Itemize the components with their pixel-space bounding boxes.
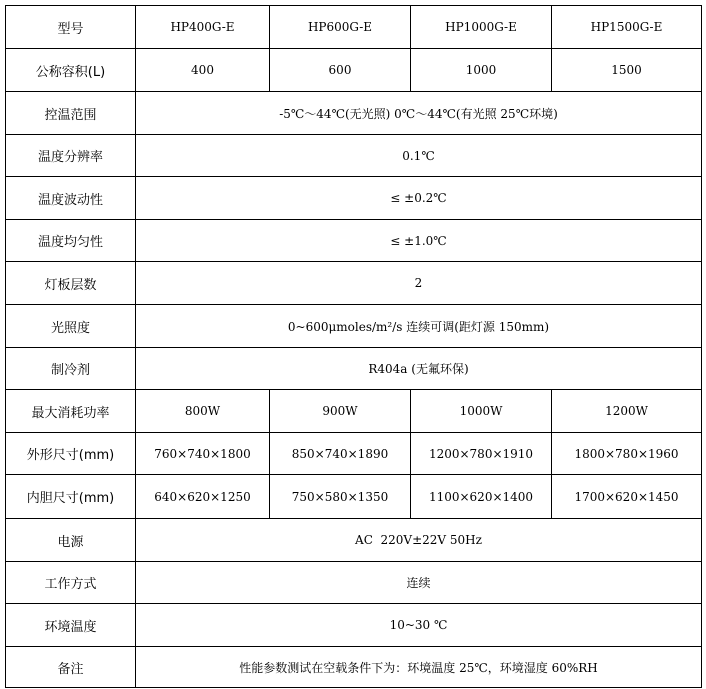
row-light-layers — [6, 262, 702, 305]
row-operation-mode — [6, 562, 702, 604]
row-temp-fluctuation — [6, 177, 702, 220]
row-power-supply — [6, 519, 702, 562]
row-temp-resolution — [6, 135, 702, 177]
label-inner-dimensions: 内胆尺寸(mm) — [6, 475, 136, 519]
temp-range-value: -5℃～44℃(无光照) 0℃～44℃(有光照 25℃环境) — [136, 92, 702, 135]
power-supply-value: AC 220V±22V 50Hz — [136, 519, 702, 562]
label-max-power: 最大消耗功率 — [6, 390, 136, 433]
inner-dimension-cell: 1100×620×1400 — [411, 475, 552, 519]
label-temp-fluctuation: 温度波动性 — [6, 177, 136, 220]
row-temp-uniformity — [6, 220, 702, 262]
spec-sheet — [5, 5, 701, 685]
inner-dimension-cell: 640×620×1250 — [136, 475, 270, 519]
model-cell: HP1500G-E — [552, 6, 702, 49]
label-volume: 公称容积(L) — [6, 49, 136, 92]
outer-dimension-cell: 1800×780×1960 — [552, 433, 702, 475]
outer-dimension-cell: 760×740×1800 — [136, 433, 270, 475]
power-cell: 800W — [136, 390, 270, 433]
power-cell: 900W — [270, 390, 411, 433]
volume-cell: 400 — [136, 49, 270, 92]
row-temp-range — [6, 92, 702, 135]
label-refrigerant: 制冷剂 — [6, 348, 136, 390]
row-remarks — [6, 647, 702, 688]
label-remarks: 备注 — [6, 647, 136, 688]
row-volume — [6, 49, 702, 92]
illuminance-value: 0~600μmoles/m²/s 连续可调(距灯源 150mm) — [136, 305, 702, 348]
label-outer-dimensions: 外形尺寸(mm) — [6, 433, 136, 475]
inner-dimension-cell: 750×580×1350 — [270, 475, 411, 519]
temp-fluctuation-value: ≤ ±0.2℃ — [136, 177, 702, 220]
label-model: 型号 — [6, 6, 136, 49]
volume-cell: 600 — [270, 49, 411, 92]
volume-cell: 1500 — [552, 49, 702, 92]
label-light-layers: 灯板层数 — [6, 262, 136, 305]
model-cell: HP600G-E — [270, 6, 411, 49]
outer-dimension-cell: 1200×780×1910 — [411, 433, 552, 475]
ambient-temp-value: 10~30 ℃ — [136, 604, 702, 647]
remarks-value: 性能参数测试在空载条件下为：环境温度 25℃，环境湿度 60%RH — [136, 647, 702, 688]
label-temp-uniformity: 温度均匀性 — [6, 220, 136, 262]
row-illuminance — [6, 305, 702, 348]
row-refrigerant — [6, 348, 702, 390]
model-cell: HP400G-E — [136, 6, 270, 49]
inner-dimension-cell: 1700×620×1450 — [552, 475, 702, 519]
label-temp-range: 控温范围 — [6, 92, 136, 135]
temp-uniformity-value: ≤ ±1.0℃ — [136, 220, 702, 262]
label-operation-mode: 工作方式 — [6, 562, 136, 604]
outer-dimension-cell: 850×740×1890 — [270, 433, 411, 475]
row-inner-dimensions — [6, 475, 702, 519]
row-max-power — [6, 390, 702, 433]
temp-resolution-value: 0.1℃ — [136, 135, 702, 177]
row-model — [6, 6, 702, 49]
refrigerant-value: R404a (无氟环保) — [136, 348, 702, 390]
label-illuminance: 光照度 — [6, 305, 136, 348]
light-layers-value: 2 — [136, 262, 702, 305]
power-cell: 1000W — [411, 390, 552, 433]
volume-cell: 1000 — [411, 49, 552, 92]
model-cell: HP1000G-E — [411, 6, 552, 49]
label-power-supply: 电源 — [6, 519, 136, 562]
operation-mode-value: 连续 — [136, 562, 702, 604]
spec-table — [5, 5, 702, 688]
label-temp-resolution: 温度分辨率 — [6, 135, 136, 177]
row-ambient-temp — [6, 604, 702, 647]
power-cell: 1200W — [552, 390, 702, 433]
row-outer-dimensions — [6, 433, 702, 475]
label-ambient-temp: 环境温度 — [6, 604, 136, 647]
